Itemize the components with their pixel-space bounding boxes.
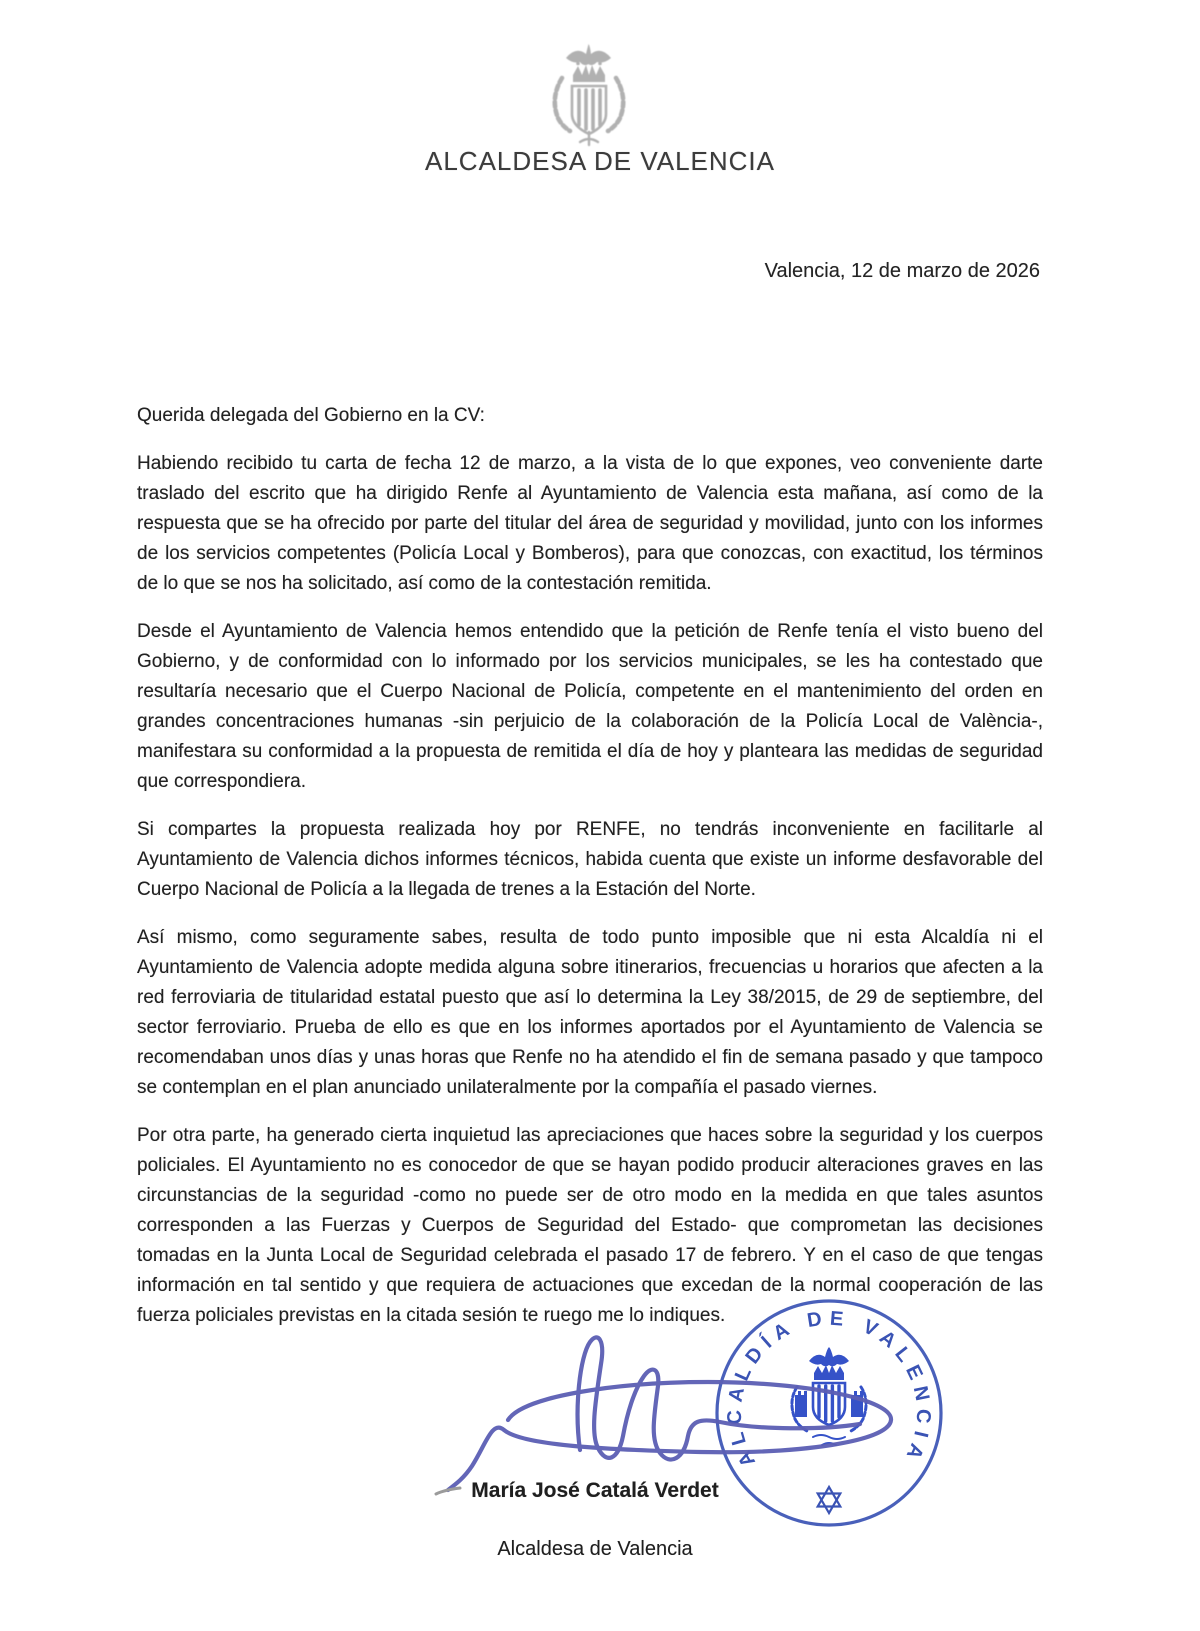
signature-loops [578, 1337, 860, 1459]
paragraph: Habiendo recibido tu carta de fecha 12 de marzo, a la vista de lo que expones, veo conveniente darte traslado del escrito que ha dirigido Renfe al Ayuntamiento de Valencia esta mañana, así como de la respuesta que se ha ofrecido por parte del titular del área de seguridad y movilidad, junto con los informes de los servicios competentes (Policía Local y Bomberos), para que conozcas, con exactitud, los términos de lo que se nos ha solicitado, así como de la contestación remitida. [137, 453, 1043, 594]
salutation: Querida delegada del Gobierno en la CV: [137, 405, 485, 426]
signer-title: Alcaldesa de Valencia [497, 1538, 693, 1560]
paragraph: Por otra parte, ha generado cierta inquietud las apreciaciones que haces sobre la seguridad y los cuerpos policiales. El Ayuntamiento no es conocedor de que se hayan podido producir alteraciones graves en las circunstancias de la seguridad -como no puede ser de otro modo en la medida en que tales asuntos corresponden a las Fuerzas y Cuerpos de Seguridad del Estado- que comprometan las decisiones tomadas en la Junta Local de Seguridad celebrada el pasado 17 de febrero. Y en el caso de que tengas información en tal sentido y que requiera de actuaciones que excedan de la normal cooperación de las fuerza policiales previstas en la citada sesión te ruego me lo indiques. [137, 1125, 1043, 1326]
letter-body [137, 401, 1043, 1349]
crown-icon [573, 65, 605, 82]
signer-name: María José Catalá Verdet [471, 1479, 719, 1502]
stamp-text: ALCALDÍA DE VALENCIA [723, 1307, 935, 1471]
paragraph: Si compartes la propuesta realizada hoy por RENFE, no tendrás inconveniente en facilitarle al Ayuntamiento de Valencia dichos informes técnicos, habida cuenta que existe un informe desfavorable del Cuerpo Nacional de Policía a la llegada de trenes a la Estación del Norte. [137, 819, 1043, 900]
paragraph: Desde el Ayuntamiento de Valencia hemos entendido que la petición de Renfe tenía el visto bueno del Gobierno, y de conformidad con lo informado por los servicios municipales, se les ha contestado que resultaría necesario que el Cuerpo Nacional de Policía, competente en el mantenimiento del orden en grandes concentraciones humanas -sin perjuicio de la colaboración de la Policía Local de València-, manifestara su conformidad a la propuesta de remitida el día de hoy y planteara las medidas de seguridad que correspondiera. [137, 621, 1043, 792]
signature-block [405, 1477, 785, 1561]
date-line: Valencia, 12 de marzo de 2026 [764, 260, 1040, 282]
paragraph: Así mismo, como seguramente sabes, resulta de todo punto imposible que ni esta Alcaldía ni el Ayuntamiento de Valencia adopte medida alguna sobre itinerarios, frecuencias u horarios que afecten a la red ferroviaria de titularidad estatal puesto que así lo determina la Ley 38/2015, de 29 de septiembre, del sector ferroviario. Prueba de ello es que en los informes aportados por el Ayuntamiento de Valencia se recomendaban unos días y unas horas que Renfe no ha atendido el fin de semana pasado y que tampoco se contemplan en el plan anunciado unilateralmente por la compañía el pasado viernes. [137, 927, 1043, 1098]
valencia-crest-icon [520, 44, 656, 150]
letterhead-title: ALCALDESA DE VALENCIA [425, 146, 775, 176]
signature-autograph [428, 1278, 973, 1503]
signature-ellipse [448, 1382, 891, 1490]
